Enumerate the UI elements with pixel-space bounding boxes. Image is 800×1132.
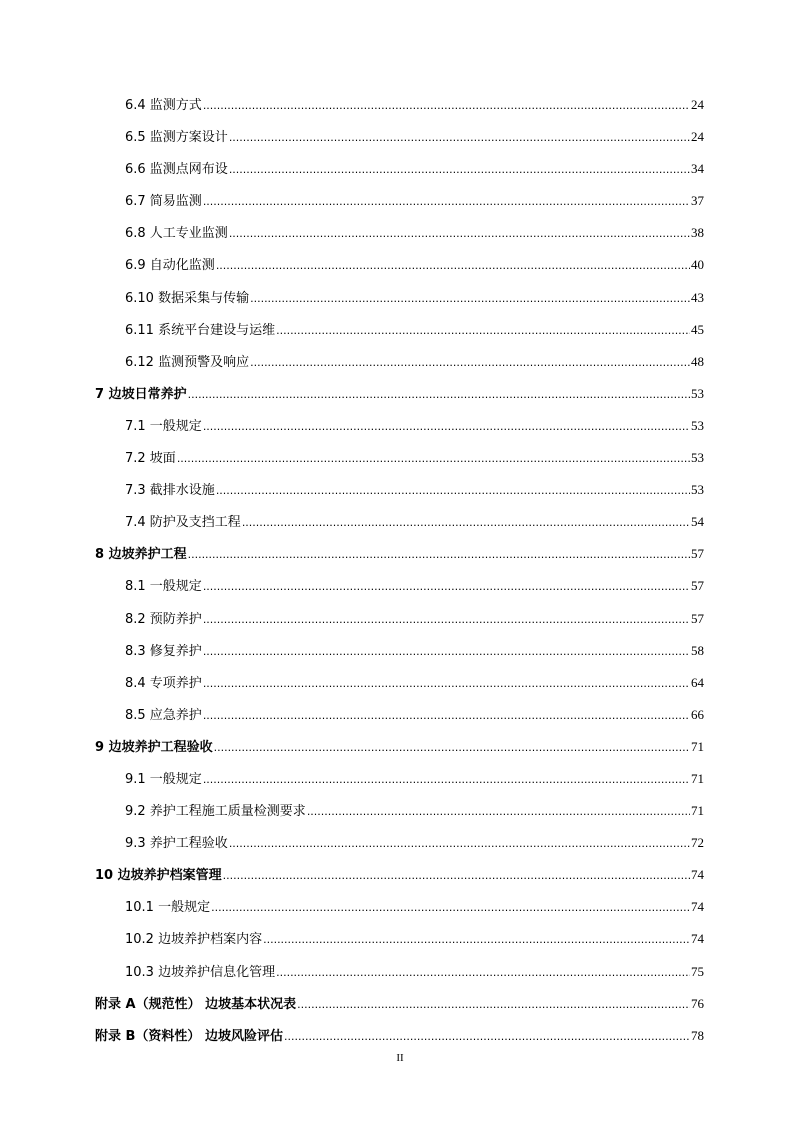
toc-entry-title: 7.4 防护及支挡工程 [125,515,241,531]
toc-entry-line [125,282,704,315]
toc-dot-leader [203,668,690,700]
toc-entry-title: 8.2 预防养护 [125,611,202,627]
toc-entry-line [125,249,704,282]
toc-entry-title: 8.1 一般规定 [125,579,202,595]
toc-section-entry[interactable] [0,153,800,185]
toc-entry-page-number: 53 [691,450,704,466]
toc-chapter-entry[interactable] [0,859,800,891]
toc-dot-leader [216,475,690,507]
toc-dot-leader [203,571,690,603]
toc-entry-line [125,153,704,186]
toc-dot-leader [229,828,690,860]
toc-entry-line [125,603,704,636]
toc-entry-line [95,378,704,411]
toc-chapter-entry[interactable] [0,731,800,763]
toc-section-entry[interactable] [0,699,800,731]
toc-chapter-entry[interactable] [0,1020,800,1052]
toc-entry-title: 6.5 监测方案设计 [125,130,228,146]
toc-entry-line [95,538,704,571]
toc-entry-title: 7.2 坡面 [125,451,176,467]
toc-section-entry[interactable] [0,667,800,699]
toc-entry-page-number: 74 [691,931,704,947]
toc-entry-title: 10.1 一般规定 [125,900,211,916]
toc-chapter-entry[interactable] [0,538,800,570]
toc-entry-line [125,506,704,539]
toc-section-entry[interactable] [0,603,800,635]
toc-entry-title: 10.2 边坡养护档案内容 [125,932,263,948]
toc-entry-title: 附录 B（资料性） 边坡风险评估 [95,1028,283,1044]
toc-dot-leader [188,379,690,411]
toc-entry-page-number: 72 [691,835,704,851]
toc-entry-title: 7.1 一般规定 [125,418,202,434]
toc-dot-leader [216,250,690,282]
toc-dot-leader [263,924,690,956]
toc-entry-title: 9.3 养护工程验收 [125,836,228,852]
toc-dot-leader [276,957,690,989]
toc-entry-page-number: 34 [691,161,704,177]
toc-entry-title: 9 边坡养护工程验收 [95,739,213,755]
toc-dot-leader [177,443,690,475]
toc-section-entry[interactable] [0,795,800,827]
toc-dot-leader [203,604,690,636]
toc-entry-line [125,827,704,860]
toc-entry-line [125,217,704,250]
toc-entry-page-number: 64 [691,674,704,690]
toc-dot-leader [229,218,690,250]
toc-dot-leader [203,186,690,218]
toc-entry-line [125,474,704,507]
toc-entry-title: 6.11 系统平台建设与运维 [125,322,276,338]
toc-entry-page-number: 38 [691,225,704,241]
toc-section-entry[interactable] [0,282,800,314]
toc-section-entry[interactable] [0,346,800,378]
toc-entry-line [95,731,704,764]
toc-section-entry[interactable] [0,121,800,153]
toc-entry-page-number: 66 [691,706,704,722]
toc-entry-line [125,667,704,700]
toc-entry-page-number: 40 [691,257,704,273]
toc-dot-leader [307,796,690,828]
toc-chapter-entry[interactable] [0,378,800,410]
toc-entry-title: 6.10 数据采集与传输 [125,290,250,306]
toc-section-entry[interactable] [0,570,800,602]
toc-entry-line [95,1020,704,1053]
toc-entry-title: 7 边坡日常养护 [95,386,187,402]
toc-entry-page-number: 53 [691,417,704,433]
toc-chapter-entry[interactable] [0,988,800,1020]
toc-entry-page-number: 48 [691,353,704,369]
toc-entry-line [125,410,704,443]
toc-entry-page-number: 78 [691,1027,704,1043]
toc-dot-leader [229,122,690,154]
toc-entry-title: 7.3 截排水设施 [125,483,215,499]
toc-entry-line [125,891,704,924]
toc-section-entry[interactable] [0,506,800,538]
toc-entry-page-number: 24 [691,97,704,112]
toc-entry-title: 6.8 人工专业监测 [125,226,228,242]
toc-entry-page-number: 75 [691,963,704,979]
toc-entry-line [125,314,704,347]
toc-dot-leader [203,90,690,122]
toc-entry-line [125,956,704,989]
toc-entry-title: 10 边坡养护档案管理 [95,868,222,884]
toc-section-entry[interactable] [0,410,800,442]
toc-entry-line [95,859,704,892]
toc-section-entry[interactable] [0,891,800,923]
toc-entry-line [125,121,704,154]
toc-entry-title: 6.7 简易监测 [125,194,202,210]
toc-entry-line [125,346,704,379]
toc-entry-line [125,442,704,475]
toc-dot-leader [284,1021,690,1053]
table-of-contents [0,89,800,1052]
toc-dot-leader [250,283,690,315]
toc-entry-page-number: 71 [691,738,704,754]
toc-entry-line [125,635,704,668]
toc-entry-page-number: 53 [691,482,704,498]
toc-dot-leader [203,764,690,796]
toc-entry-page-number: 74 [691,867,704,883]
toc-entry-line [125,763,704,796]
toc-section-entry[interactable] [0,314,800,346]
toc-section-entry[interactable] [0,89,800,121]
toc-dot-leader [297,989,690,1021]
toc-dot-leader [223,860,690,892]
toc-entry-page-number: 54 [691,514,704,530]
toc-entry-page-number: 74 [691,899,704,915]
toc-dot-leader [203,700,690,732]
toc-dot-leader [203,411,690,443]
toc-entry-page-number: 71 [691,770,704,786]
toc-entry-line [125,185,704,218]
page-number-footer: II [396,1052,404,1064]
toc-dot-leader [188,539,690,571]
toc-dot-leader [250,347,690,379]
toc-section-entry[interactable] [0,956,800,988]
toc-dot-leader [229,154,690,186]
toc-entry-page-number: 76 [691,995,704,1011]
toc-dot-leader [276,315,690,347]
toc-section-entry[interactable] [0,763,800,795]
toc-entry-title: 8.5 应急养护 [125,707,202,723]
toc-entry-page-number: 57 [691,610,704,626]
toc-entry-title: 8.3 修复养护 [125,643,202,659]
toc-entry-page-number: 57 [691,546,704,562]
toc-section-entry[interactable] [0,474,800,506]
toc-entry-line [125,89,704,122]
toc-entry-title: 6.9 自动化监测 [125,258,215,274]
toc-entry-line [125,570,704,603]
toc-entry-page-number: 53 [691,385,704,401]
toc-entry-title: 8.4 专项养护 [125,675,202,691]
toc-entry-page-number: 58 [691,642,704,658]
toc-section-entry[interactable] [0,923,800,955]
toc-entry-title: 6.6 监测点网布设 [125,162,228,178]
toc-dot-leader [214,732,690,764]
toc-entry-page-number: 71 [691,803,704,819]
toc-section-entry[interactable] [0,217,800,249]
toc-entry-title: 6.12 监测预警及响应 [125,354,250,370]
toc-entry-page-number: 43 [691,289,704,305]
toc-entry-page-number: 37 [691,193,704,209]
toc-section-entry[interactable] [0,185,800,217]
toc-dot-leader [242,507,690,539]
toc-entry-line [125,795,704,828]
toc-dot-leader [203,636,690,668]
toc-section-entry[interactable] [0,442,800,474]
toc-entry-line [95,988,704,1021]
toc-entry-title: 8 边坡养护工程 [95,547,187,563]
toc-entry-title: 6.4 监测方式 [125,98,202,113]
toc-entry-title: 9.1 一般规定 [125,771,202,787]
toc-section-entry[interactable] [0,827,800,859]
toc-dot-leader [211,892,690,924]
toc-entry-line [125,699,704,732]
toc-section-entry[interactable] [0,635,800,667]
toc-entry-page-number: 45 [691,321,704,337]
toc-entry-title: 10.3 边坡养护信息化管理 [125,964,276,980]
toc-entry-title: 附录 A（规范性） 边坡基本状况表 [95,996,297,1012]
toc-section-entry[interactable] [0,249,800,281]
toc-entry-title: 9.2 养护工程施工质量检测要求 [125,804,306,820]
toc-entry-page-number: 24 [691,129,704,145]
toc-entry-line [125,923,704,956]
toc-entry-page-number: 57 [691,578,704,594]
